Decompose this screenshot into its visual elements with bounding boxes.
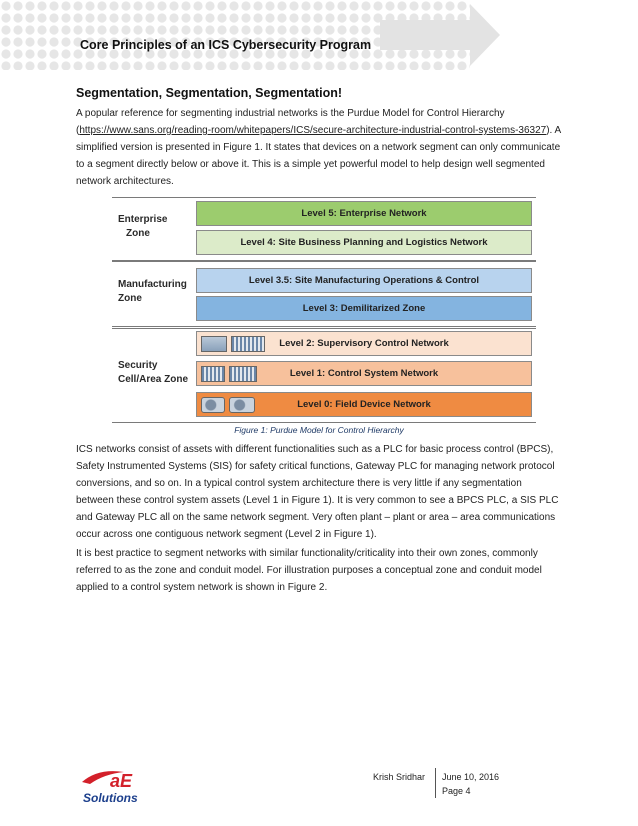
level-label: Level 0: Field Device Network (297, 399, 431, 410)
section-heading: Segmentation, Segmentation, Segmentation! (76, 86, 342, 100)
zone-label-line: Security (118, 360, 158, 371)
field-devices-icon (201, 397, 255, 413)
level-4-business-planning-network (196, 230, 532, 255)
zone-label (118, 278, 187, 306)
logo-mark: aE (110, 771, 133, 791)
level-3-demilitarized-zone (196, 296, 532, 321)
ae-solutions-logo (80, 762, 160, 806)
header-decoration (0, 0, 638, 70)
level-label: Level 3: Demilitarized Zone (302, 303, 426, 314)
level-0-field-device-network (196, 392, 532, 417)
level-label: Level 3.5: Site Manufacturing Operations & Control (248, 275, 480, 286)
header-title: Core Principles of an ICS Cybersecurity Program (80, 38, 372, 52)
paragraph-zone-conduit: It is best practice to segment networks with similar functionality/criticality into their own zones, commonly referred to as the zone and conduit model. For illustration purposes a conceptual zone and conduit model applied to a control system network is shown in Figure 2. (76, 548, 542, 593)
zone-label (118, 359, 188, 387)
security-cell-area-zone (112, 328, 536, 423)
footer-date: June 10, 2016 (442, 772, 500, 782)
level-label: Level 5: Enterprise Network (301, 208, 427, 219)
arrow-watermark-icon (0, 0, 638, 70)
sans-reference-link[interactable]: https://www.sans.org/reading-room/whitepapers/ICS/secure-architecture-industrial-control-systems-36327 (79, 125, 547, 136)
paragraph-ics-assets: ICS networks consist of assets with different functionalities such as a PLC for basic process control (BPCS), Safety Instrumented Systems (SIS) for safety critical functions, Gateway PLC for managing network protocol conversions, and so on. In a typical control system architecture there is very little if any segmentation between these control system assets (Level 1 in Figure 1). It is very common to see a BPCS PLC, a SIS PLC and Gateway PLC all on the same network segment. Very often plant – plant or area – area communications occur across one contiguous network segment (Level 2 in Figure 1). (76, 444, 559, 540)
footer-divider (435, 768, 436, 798)
purdue-model-figure (112, 197, 536, 421)
level-2-supervisory-control-network (196, 331, 532, 356)
figure-caption: Figure 1: Purdue Model for Control Hierarchy (234, 425, 404, 435)
zone-label-line: Enterprise (118, 214, 168, 225)
zone-label (118, 213, 167, 241)
hmi-devices-icon (201, 336, 265, 352)
paragraph-text: A popular reference for segmenting industrial networks is the Purdue Model for Control Hierarchy ( (76, 108, 505, 136)
logo-text: Solutions (83, 791, 138, 805)
footer-page-number: Page 4 (442, 786, 471, 796)
zone-label-line: Manufacturing (118, 279, 187, 290)
level-5-enterprise-network (196, 201, 532, 226)
level-3-5-site-operations (196, 268, 532, 293)
level-label: Level 4: Site Business Planning and Logistics Network (240, 237, 488, 248)
manufacturing-zone (112, 261, 536, 327)
zone-label-line: Zone (126, 228, 150, 239)
paragraph-text: ). A simplified version is presented in Figure 1. It states that devices on a network segment can only communicate to a segment directly below or above it. This is a simple yet powerful model to help design well segmented network architectures. (76, 125, 561, 187)
enterprise-zone (112, 197, 536, 261)
level-1-control-system-network (196, 361, 532, 386)
zone-label-line: Cell/Area Zone (118, 374, 189, 385)
level-label: Level 1: Control System Network (289, 368, 439, 379)
plc-devices-icon (201, 366, 257, 382)
footer-author: Krish Sridhar (373, 772, 426, 782)
zone-label-line: Zone (118, 293, 142, 304)
paragraph-purdue-intro (76, 105, 562, 190)
level-label: Level 2: Supervisory Control Network (279, 338, 449, 349)
